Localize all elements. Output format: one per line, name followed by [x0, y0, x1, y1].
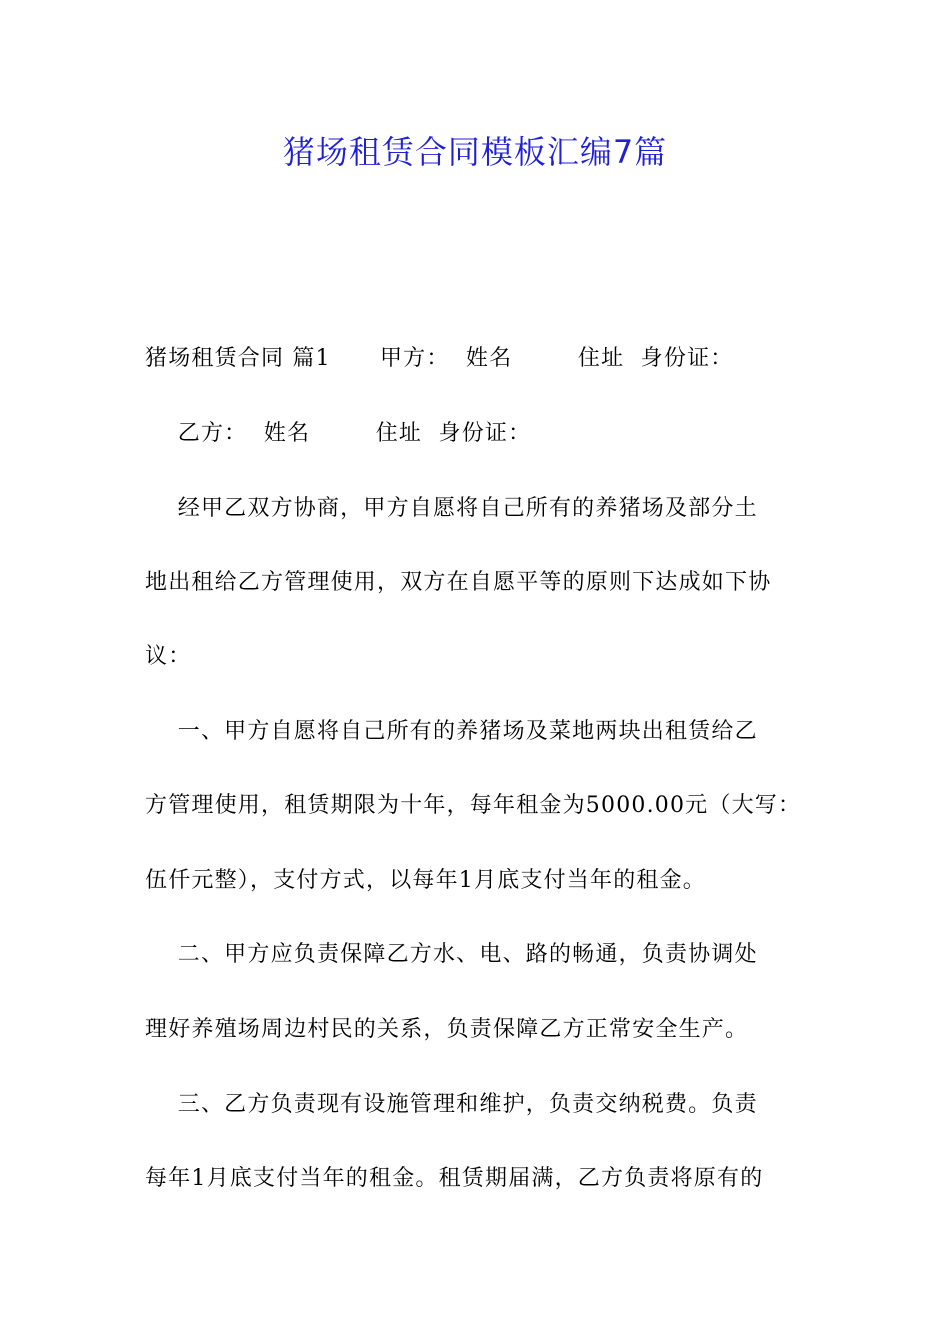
paragraph-line: 三、乙方负责现有设施管理和维护，负责交纳税费。负责: [145, 1092, 758, 1117]
party-a-line: 猪场租赁合同 篇1 甲方： 姓名 住址 身份证：: [145, 346, 734, 371]
paragraph-line: 议：: [145, 644, 192, 669]
paragraph-line: 伍仟元整），支付方式，以每年1月底支付当年的租金。: [145, 868, 706, 893]
paragraph-line: 方管理使用，租赁期限为十年，每年租金为5000.00元（大写：: [145, 793, 802, 818]
paragraph-line: 一、甲方自愿将自己所有的养猪场及菜地两块出租赁给乙: [145, 719, 758, 744]
paragraph-line: 每年1月底支付当年的租金。租赁期届满，乙方负责将原有的: [145, 1166, 764, 1191]
document-title: 猪场租赁合同模板汇编7篇: [282, 133, 668, 171]
paragraph-line: 二、甲方应负责保障乙方水、电、路的畅通，负责协调处: [145, 942, 758, 967]
paragraph-line: 理好养殖场周边村民的关系，负责保障乙方正常安全生产。: [145, 1017, 749, 1042]
paragraph-line: 地出租给乙方管理使用，双方在自愿平等的原则下达成如下协: [145, 570, 772, 595]
paragraph-line: 经甲乙双方协商，甲方自愿将自己所有的养猪场及部分土: [145, 496, 758, 521]
party-b-line: 乙方： 姓名 住址 身份证：: [145, 421, 532, 446]
